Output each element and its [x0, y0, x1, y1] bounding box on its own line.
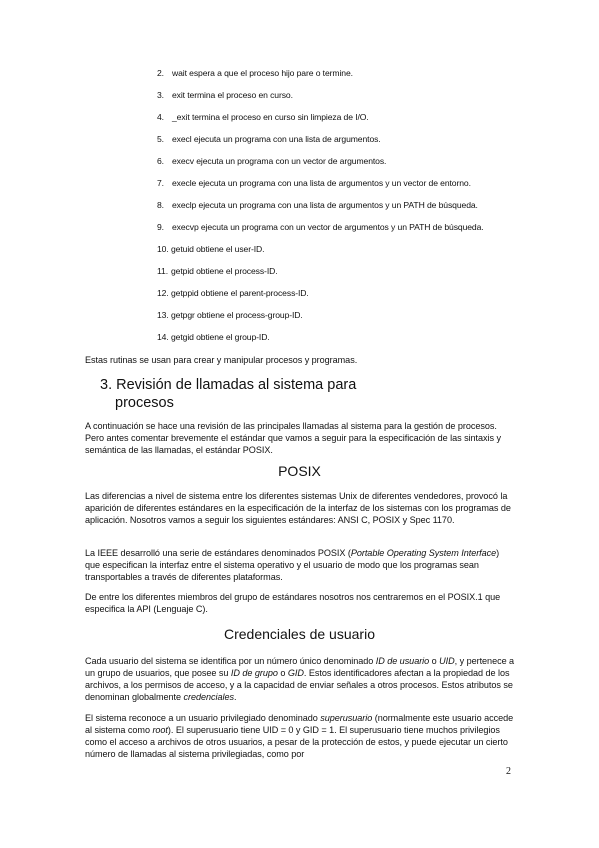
list-item-number: 5.: [157, 134, 164, 144]
list-item-text: exit termina el proceso en curso.: [172, 90, 293, 100]
list-item-text: execl ejecuta un programa con una lista de argumentos.: [172, 134, 381, 144]
list-item-number: 6.: [157, 156, 164, 166]
list-item-number: 14.: [157, 332, 169, 342]
cred1-em4: GID: [287, 668, 304, 678]
cred1-f: .: [233, 692, 237, 702]
list-summary-paragraph: [85, 354, 515, 366]
list-item-text: execle ejecuta un programa con una lista de argumentos y un vector de entorno.: [172, 178, 471, 188]
list-item-number: 13.: [157, 310, 169, 320]
cred1-a: Cada usuario del sistema se identifica por un número único denominado: [85, 656, 376, 666]
cred1-em1: ID de usuario: [375, 656, 430, 666]
posix-text-2: [85, 547, 515, 583]
list-item: [157, 222, 557, 244]
credentials-text-1: [85, 655, 515, 703]
list-item-text: getuid obtiene el user-ID.: [171, 244, 265, 254]
posix-text-3: De entre los diferentes miembros del grupo de estándares nosotros nos centraremos en el POSIX.1 que especifica la API (Lenguaje C).: [85, 592, 501, 614]
credentials-text-2: [85, 712, 515, 760]
cred1-c: , y pertenece a un grupo de usuarios, que posee su: [85, 656, 515, 678]
list-item: [157, 288, 557, 310]
list-item-number: 3.: [157, 90, 164, 100]
list-item-text: getgid obtiene el group-ID.: [171, 332, 270, 342]
list-item: [157, 200, 557, 222]
list-item-number: 11.: [157, 266, 169, 276]
list-item-number: 8.: [157, 200, 164, 210]
section-heading-line2: procesos: [115, 395, 174, 411]
posix-paragraph-1: [85, 490, 515, 526]
list-item-number: 2.: [157, 68, 164, 78]
intro-paragraph: [85, 420, 515, 456]
list-summary-text: Estas rutinas se usan para crear y manipular procesos y programas.: [85, 355, 358, 365]
page-number: 2: [506, 766, 511, 777]
list-item: [157, 178, 557, 200]
section-heading-line1: 3. Revisión de llamadas al sistema para: [100, 377, 357, 393]
list-item-text: wait espera a que el proceso hijo pare o termine.: [172, 68, 353, 78]
cred2-b: (normalmente este usuario accede al sistema como: [85, 713, 514, 735]
list-item: [157, 332, 557, 354]
posix-text-2b: ) que especifican la interfaz entre el sistema operativo y el usuario de modo que los programas sean transportables a través de diferentes plataformas.: [85, 548, 500, 582]
credentials-paragraph-2: [85, 712, 515, 760]
list-item: [157, 112, 557, 134]
numbered-list: [157, 68, 557, 354]
cred2-em2: root: [152, 725, 168, 735]
list-item: [157, 134, 557, 156]
cred1-e: . Estos identificadores afectan a la propiedad de los archivos, a los permisos de acceso, y a la capacidad de enviar señales a otros procesos. Estos atributos se denominan globalmente: [85, 668, 513, 702]
list-item-text: getpgr obtiene el process-group-ID.: [171, 310, 303, 320]
cred1-em5: credenciales: [183, 692, 234, 702]
intro-text: A continuación se hace una revisión de las principales llamadas al sistema para la gestión de procesos. Pero antes comentar brevemente el estándar que vamos a seguir para la especificación de las sintaxis y semántica de las llamadas, el estándar POSIX.: [85, 421, 501, 455]
list-item-text: execlp ejecuta un programa con una lista de argumentos y un PATH de búsqueda.: [172, 200, 478, 210]
list-item: [157, 90, 557, 112]
posix-heading: POSIX: [278, 463, 321, 479]
posix-paragraph-3: [85, 591, 515, 615]
list-item-text: getpid obtiene el process-ID.: [171, 266, 278, 276]
list-item: [157, 244, 557, 266]
list-item-text: execv ejecuta un programa con un vector de argumentos.: [172, 156, 387, 166]
posix-paragraph-2: [85, 547, 515, 583]
list-item-number: 9.: [157, 222, 164, 232]
list-item-number: 10.: [157, 244, 169, 254]
list-item: [157, 310, 557, 332]
cred1-b: o: [429, 656, 440, 666]
posix-acronym-expansion: Portable Operating System Interface: [350, 548, 497, 558]
section-heading: [100, 376, 356, 412]
cred1-em2: UID: [439, 656, 455, 666]
list-item-number: 12.: [157, 288, 169, 298]
credentials-paragraph-1: [85, 655, 515, 703]
posix-text-1: Las diferencias a nivel de sistema entre los diferentes sistemas Unix de diferentes vendedores, provocó la aparición de diferentes estándares en la especificación de la interfaz de los sistemas con los programas de aplicación. Nosotros vamos a seguir los siguientes estándares: ANSI C, POSIX y Spec 1170.: [85, 491, 511, 525]
cred1-em3: ID de grupo: [230, 668, 278, 678]
list-item-text: _exit termina el proceso en curso sin limpieza de I/O.: [172, 112, 369, 122]
list-item: [157, 156, 557, 178]
list-item-number: 4.: [157, 112, 164, 122]
cred2-c: ). El superusuario tiene UID = 0 y GID = 1. El superusuario tiene muchos privilegios como el acceso a archivos de otros usuarios, a pesar de la protección de estos, y puede ejecutar un cierto número de llamadas al sistema privilegiadas, como por: [85, 725, 508, 759]
credentials-heading: Credenciales de usuario: [224, 626, 375, 642]
list-item-text: execvp ejecuta un programa con un vector de argumentos y un PATH de búsqueda.: [172, 222, 484, 232]
list-item: [157, 68, 557, 90]
posix-text-2a: La IEEE desarrolló una serie de estándares denominados POSIX (: [85, 548, 351, 558]
cred2-em1: superusuario: [320, 713, 373, 723]
cred2-a: El sistema reconoce a un usuario privilegiado denominado: [85, 713, 321, 723]
list-item-number: 7.: [157, 178, 164, 188]
list-item: [157, 266, 557, 288]
cred1-d: o: [277, 668, 288, 678]
list-item-text: getppid obtiene el parent-process-ID.: [171, 288, 309, 298]
